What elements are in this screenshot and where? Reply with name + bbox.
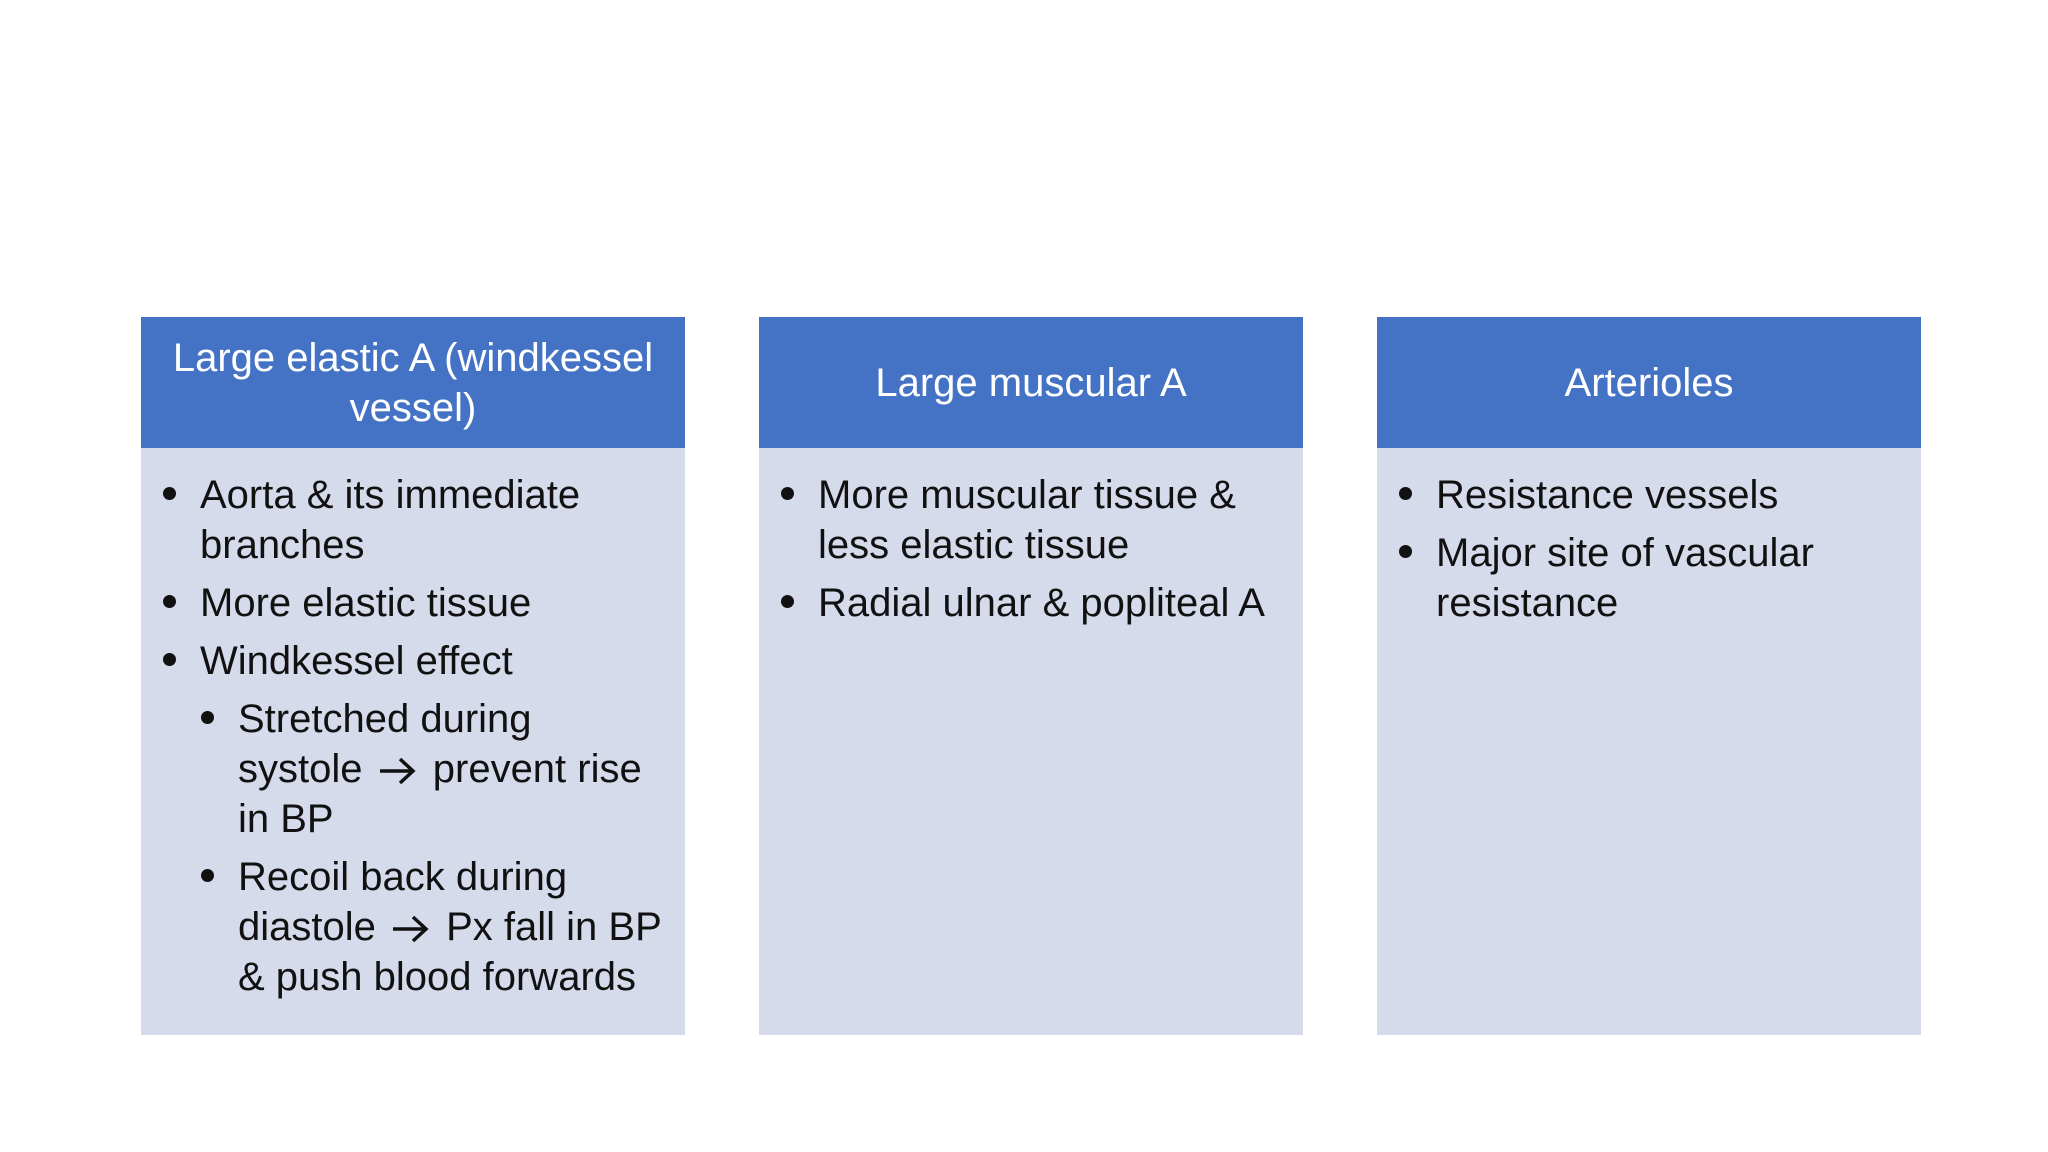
column-title: Large muscular A	[875, 360, 1187, 405]
column-header	[1377, 317, 1921, 448]
bullet-item	[1399, 470, 1901, 520]
bullet-item	[163, 470, 665, 570]
bullet-item	[163, 636, 665, 686]
bullet-dot-icon	[163, 595, 176, 608]
bullet-dot-icon	[201, 869, 214, 882]
column-header	[759, 317, 1303, 448]
bullet-dot-icon	[781, 487, 794, 500]
bullet-item	[1399, 528, 1901, 628]
bullet-text: Radial ulnar & popliteal A	[818, 581, 1265, 625]
right-arrow-icon	[391, 914, 429, 944]
bullet-item	[781, 470, 1283, 570]
bullet-text: More elastic tissue	[200, 581, 532, 625]
bullet-dot-icon	[163, 653, 176, 666]
bullet-text: More muscular tissue & less elastic tissue	[818, 473, 1236, 567]
sub-bullet-item	[201, 694, 665, 844]
column-body	[141, 448, 685, 1035]
column-header	[141, 317, 685, 448]
sub-bullet-text-after: prevent rise in BP	[238, 747, 642, 841]
bullet-dot-icon	[1399, 545, 1412, 558]
column-body	[759, 448, 1303, 1035]
column-large-elastic-artery	[141, 317, 685, 1035]
sub-bullet-text-before: Stretched during systole	[238, 697, 532, 791]
bullet-list	[1399, 470, 1901, 628]
bullet-dot-icon	[1399, 487, 1412, 500]
sub-bullet-text-after: Px fall in BP & push blood forwards	[238, 905, 662, 999]
bullet-text: Windkessel effect	[200, 639, 513, 683]
bullet-text: Aorta & its immediate branches	[200, 473, 581, 567]
bullet-dot-icon	[781, 595, 794, 608]
column-arterioles	[1377, 317, 1921, 1035]
bullet-list	[163, 470, 665, 686]
sub-bullet-text-before: Recoil back during diastole	[238, 855, 568, 949]
column-large-muscular-artery	[759, 317, 1303, 1035]
bullet-text: Resistance vessels	[1436, 473, 1779, 517]
bullet-dot-icon	[201, 711, 214, 724]
column-title: Arterioles	[1564, 360, 1734, 405]
bullet-list	[781, 470, 1283, 628]
sub-bullet-item	[201, 852, 665, 1002]
column-title: Large elastic A (windkessel vessel)	[172, 335, 654, 430]
bullet-item	[781, 578, 1283, 628]
bullet-item	[163, 578, 665, 628]
column-body	[1377, 448, 1921, 1035]
sub-bullet-list	[163, 694, 665, 1002]
right-arrow-icon	[378, 756, 416, 786]
bullet-text: Major site of vascular resistance	[1436, 531, 1814, 625]
bullet-dot-icon	[163, 487, 176, 500]
